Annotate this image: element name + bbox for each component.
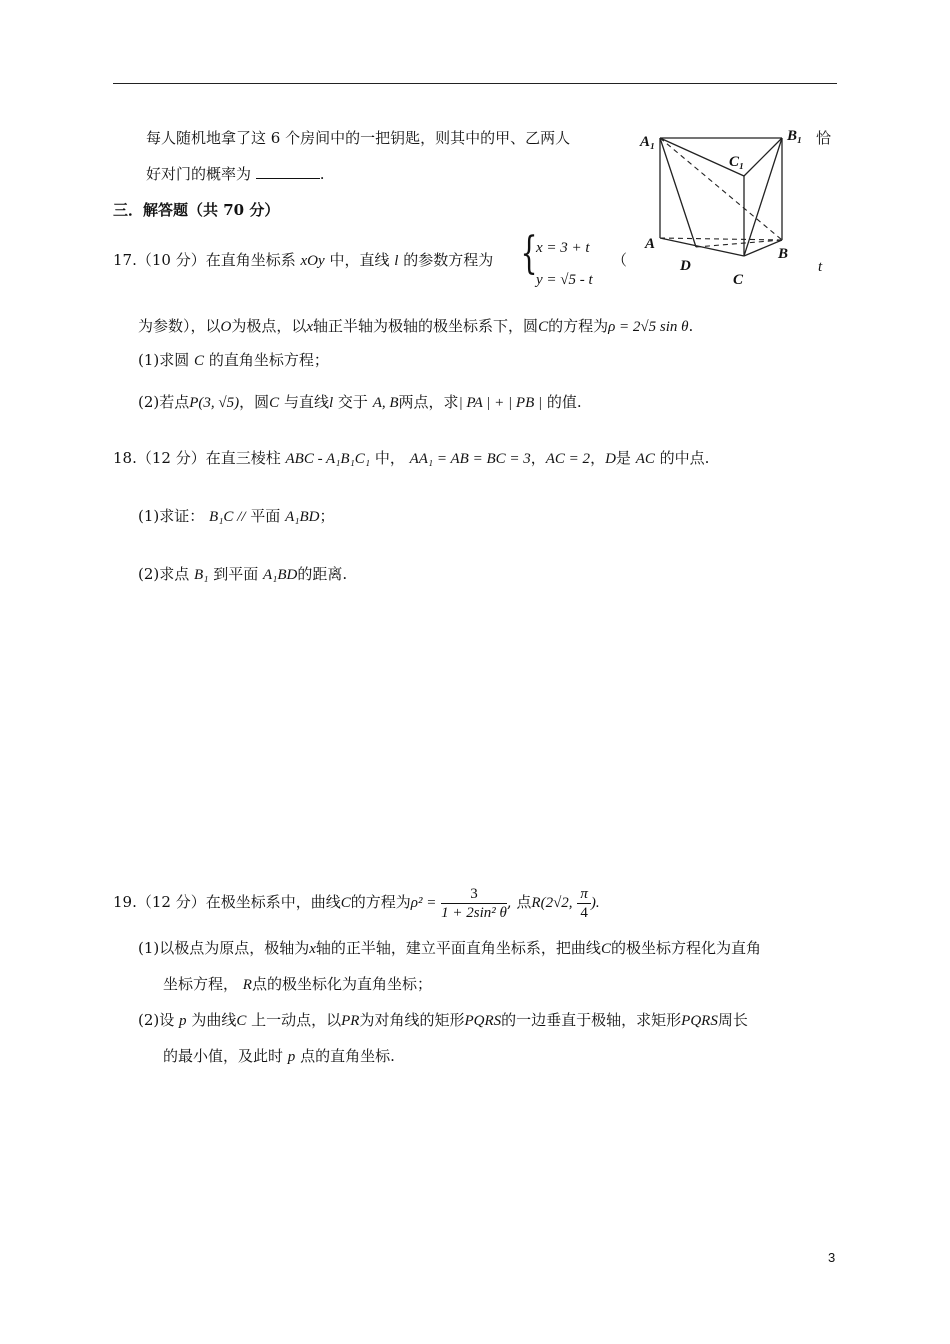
param-eq2: y = √5 - t	[536, 272, 593, 288]
q19-part1-line1: (1)以极点为原点，极轴为x轴的正半轴，建立平面直角坐标系，把曲线C的极坐标方程化为直角	[138, 939, 761, 957]
q19-part1-line2: 坐标方程， R点的极坐标化为直角坐标；	[163, 975, 432, 993]
q19-part2-line2: 的最小值，及此时 p 点的直角坐标.	[163, 1047, 395, 1065]
answer-blank	[256, 164, 320, 179]
q18-part2: (2)求点 B₁ 到平面 A₁BD的距离.	[138, 565, 348, 583]
edge-ab-hidden	[660, 238, 782, 240]
param-eq1: x = 3 + t	[536, 240, 590, 256]
edge-ac	[660, 238, 744, 256]
pi-fraction: $\frac{\pi}{4}$	[577, 885, 591, 922]
section-heading: 三．解答题（共 70 分）	[113, 201, 280, 219]
q17-part1: (1)求圆 C 的直角坐标方程；	[138, 351, 329, 369]
q17-t-var: t	[818, 259, 823, 275]
q16-line1: 每人随机地拿了这 6 个房间中的一把钥匙，则其中的甲、乙两人	[146, 129, 571, 147]
q16-line1-tail: 恰	[816, 129, 832, 147]
label-b1: B₁	[787, 128, 803, 144]
q17-line2: 为参数），以O为极点，以x轴正半轴为极轴的极坐标系下，圆C的方程为ρ = 2√5 sin θ.	[138, 317, 694, 335]
label-c1: C₁	[729, 154, 745, 170]
q17-intro: 17.（10 分）在直角坐标系 xOy 中，直线 l 的参数方程为	[113, 251, 494, 269]
q16-line2: 好对门的概率为 .	[146, 165, 325, 183]
edge-bc	[744, 240, 782, 256]
header-rule	[113, 83, 837, 84]
label-d: D	[680, 258, 691, 274]
q19-part2-line1: (2)设 p 为曲线C 上一动点，以PR为对角线的矩形PQRS的一边垂直于极轴，求矩形PQRS周长	[138, 1011, 748, 1029]
system-brace: {	[520, 228, 538, 279]
edge-b1c	[744, 138, 782, 256]
label-b: B	[778, 246, 789, 262]
edge-a1d	[660, 138, 696, 247]
q17-part2: (2)若点P(3, √5)，圆C 与直线l 交于 A, B两点，求| PA | + | PB | 的值.	[138, 393, 582, 411]
q18-part1: (1)求证： B₁C // 平面 A₁BD；	[138, 507, 335, 525]
edge-a1b-hidden	[660, 138, 782, 240]
q18-intro: 18.（12 分）在直三棱柱 ABC - A₁B₁C₁ 中， AA₁ = AB = BC = 3，AC = 2，D是 AC 的中点.	[113, 449, 710, 467]
rho-fraction: $\frac{3}{\text{1 + 2sin² θ}}$	[441, 885, 507, 921]
prism-figure	[636, 120, 816, 295]
label-a: A	[645, 236, 656, 252]
q19-intro: 19.（12 分）在极坐标系中，曲线C的方程为ρ² = $\frac{3}{\text{1 + 2sin² θ}}$ , 点R(2√2, $\frac{\pi}{4}$ ).	[113, 885, 600, 921]
label-c: C	[733, 272, 744, 288]
q17-paren: （	[612, 251, 628, 269]
page-number: 3	[828, 1250, 836, 1265]
label-a1: A₁	[640, 134, 656, 150]
